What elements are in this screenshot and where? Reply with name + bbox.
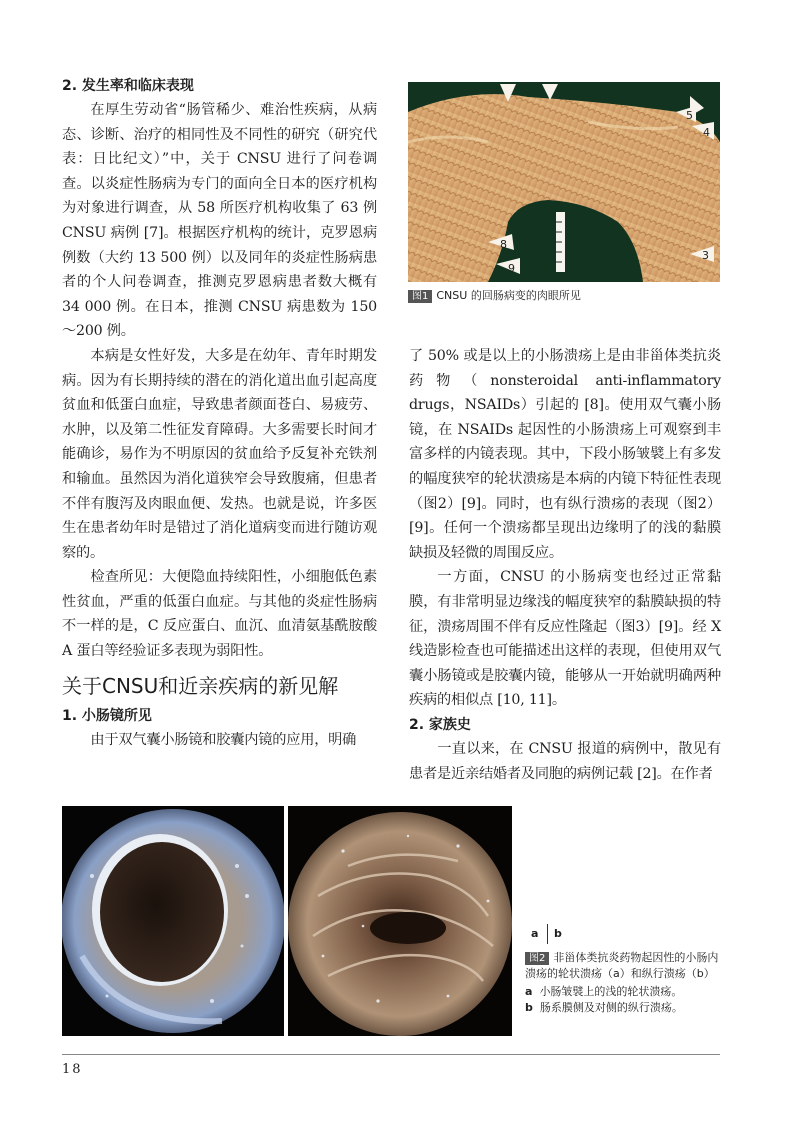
note-b-label: b [525, 1001, 533, 1014]
paragraph-survey: 在厚生劳动省“肠管稀少、难治性疾病，从病态、诊断、治疗的相同性及不同性的研究（研究代表：日比纪文）”中，关于 CNSU 进行了问卷调查。以炎症性肠病为专门的面向全日本的医疗机构为对象进行调查，从 58 所医疗机构收集了 63 例 CNSU 病例 [7]。根据医疗机构的统计，克罗恩病例数（大约 13 500 例）以及同年的炎症性肠病患者的个人问卷调查，推测克罗恩病患者数大概有 34 000 例。在日本，推测 CNSU 病患数为 150～200 例。 [62, 102, 377, 340]
paragraph-family-history: 一直以来，在 CNSU 报道的病例中，散见有患者是近亲结婚者及同胞的病例记载 [2]。在作者 [409, 740, 721, 782]
section-heading-incidence: 2. 发生率和临床表现 [62, 78, 194, 94]
note-a-label: a [525, 985, 533, 998]
figure-1-caption [408, 288, 720, 304]
panel-label-b: b [554, 927, 562, 940]
marker-9-label: 9 [508, 262, 515, 275]
left-column [62, 76, 377, 752]
figure-2-caption-text: 非甾体类抗炎药物起因性的小肠内溃疡的轮状溃疡（a）和纵行溃疡（b） [525, 951, 719, 980]
panel-label-a: a [531, 927, 539, 940]
figure-2-note-b [525, 1000, 725, 1016]
page-number: 18 [62, 1062, 83, 1077]
section-heading-endoscopy: 1. 小肠镜所见 [62, 707, 152, 724]
endoscopy-image-b [288, 806, 512, 1036]
paragraph-nsaids: 了 50% 或是以上的小肠溃疡上是由非甾体类抗炎药物（nonsteroidal anti-inflammatory drugs，NSAIDs）引起的 [8]。使用双气囊小肠镜，在 NSAIDs 起因性的小肠溃疡上可观察到丰富多样的内镜表现。其中，下段小肠皱襞上有多发的幅度狭窄的轮状溃疡是本病的内镜下特征性表现（图2）[9]。同时，也有纵行溃疡的表现（图2）[9]。任何一个溃疡都呈现出边缘明了的浅的黏膜缺损及轻微的周围反应。 [409, 348, 721, 561]
figure-2a-endoscopy-image [62, 806, 284, 1036]
right-column [409, 344, 721, 786]
endoscopy-image-a [62, 806, 284, 1036]
paragraph-endoscopy-start: 由于双气囊小肠镜和胶囊内镜的应用，明确 [90, 731, 357, 748]
figure-2-tag: 图2 [525, 952, 549, 965]
section-heading-family-history: 2. 家族史 [409, 716, 471, 733]
panel-label-divider [547, 924, 548, 944]
marker-5-label: 5 [686, 109, 693, 122]
main-section-heading: 关于CNSU和近亲疾病的新见解 [62, 673, 339, 698]
paragraph-symptoms: 本病是女性好发，大多是在幼年、青年时期发病。因为有长期持续的潜在的消化道出血引起高度贫血和低蛋白血症，导致患者颜面苍白、易疲劳、水肿，以及第二性征发育障碍。大多需要长时间才能确诊，易作为不明原因的贫血给予反复补充铁剂和输血。虽然因为消化道狭窄会导致腹痛，但患者不伴有腹泻及肉眼血便、发热。也就是说，许多医生在患者幼年时是错过了消化道病变而进行随访观察的。 [62, 347, 377, 561]
marker-8-label: 8 [500, 238, 507, 251]
marker-3-label: 3 [702, 249, 709, 262]
note-b-text: 肠系膜侧及对侧的纵行溃疡。 [539, 1001, 683, 1014]
figure-1-specimen-photo [408, 82, 720, 282]
figure-2-note-a [525, 984, 725, 1000]
figure-2-caption-main [525, 950, 725, 982]
specimen-image [408, 82, 720, 282]
figure-2-panel-labels [525, 924, 575, 944]
marker-4-label: 4 [703, 126, 710, 139]
paragraph-findings: 检查所见：大便隐血持续阳性，小细胞低色素性贫血，严重的低蛋白血症。与其他的炎症性肠病不一样的是，C 反应蛋白、血沉、血清氨基酰胺酸 A 蛋白等经验证多表现为弱阳性。 [62, 569, 377, 660]
figure-2b-endoscopy-image [288, 806, 512, 1036]
figure-1-caption-text: CNSU 的回肠病变的肉眼所见 [436, 289, 581, 302]
footer-divider [62, 1054, 720, 1055]
paragraph-cnsu-lesions: 一方面，CNSU 的小肠病变也经过正常黏膜，有非常明显边缘浅的幅度狭窄的黏膜缺损的特征，溃疡周围不伴有反应性隆起（图3）[9]。经 X 线造影检查也可能描述出这样的表现，但使用双气囊小肠镜或是胶囊内镜，能够从一开始就明确两种疾病的相似点 [10, 11]。 [409, 569, 721, 709]
figure-2-caption [525, 950, 725, 1016]
figure-1-tag: 图1 [408, 290, 432, 303]
note-a-text: 小肠皱襞上的浅的轮状溃疡。 [539, 985, 683, 998]
